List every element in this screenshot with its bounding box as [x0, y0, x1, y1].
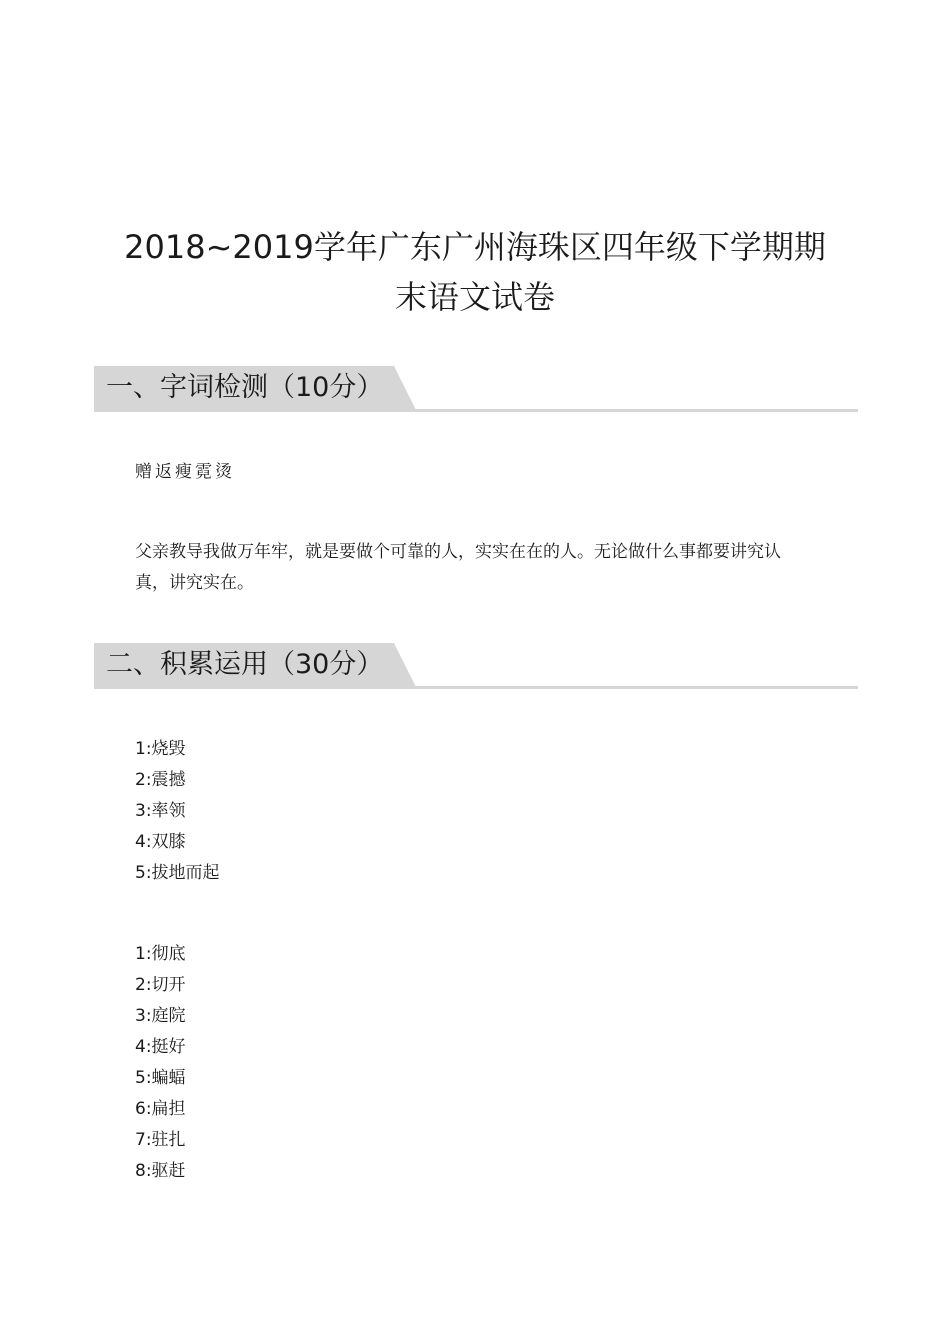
section-header-1 [94, 366, 858, 412]
answer-list-1 [135, 734, 220, 889]
list-item: 2:震撼 [135, 770, 186, 790]
character-list: 赠返瘦霓烫 [135, 462, 235, 482]
list-item: 3:庭院 [135, 1006, 186, 1026]
document-title [95, 222, 855, 322]
paragraph-line-2: 真，讲究实在。 [135, 573, 254, 593]
answer-list-2 [135, 939, 186, 1187]
section-header-2 [94, 643, 858, 689]
title-line-1: 2018~2019学年广东广州海珠区四年级下学期期 [124, 228, 826, 266]
list-item: 5:蝙蝠 [135, 1068, 186, 1088]
paragraph-line-1: 父亲教导我做万年牢，就是要做个可靠的人，实实在在的人。无论做什么事都要讲究认 [135, 542, 781, 562]
list-item: 7:驻扎 [135, 1130, 186, 1150]
list-item: 6:扁担 [135, 1099, 186, 1119]
section-heading: 一、字词检测（10分） [106, 372, 384, 403]
list-item: 1:彻底 [135, 944, 186, 964]
list-item: 5:拔地而起 [135, 863, 220, 883]
answer-paragraph [135, 537, 825, 599]
list-item: 8:驱赶 [135, 1161, 186, 1181]
list-item: 1:烧毁 [135, 739, 186, 759]
list-item: 4:挺好 [135, 1037, 186, 1057]
list-item: 2:切开 [135, 975, 186, 995]
list-item: 4:双膝 [135, 832, 186, 852]
list-item: 3:率领 [135, 801, 186, 821]
title-line-2: 末语文试卷 [394, 278, 555, 316]
section-heading: 二、积累运用（30分） [106, 649, 384, 680]
